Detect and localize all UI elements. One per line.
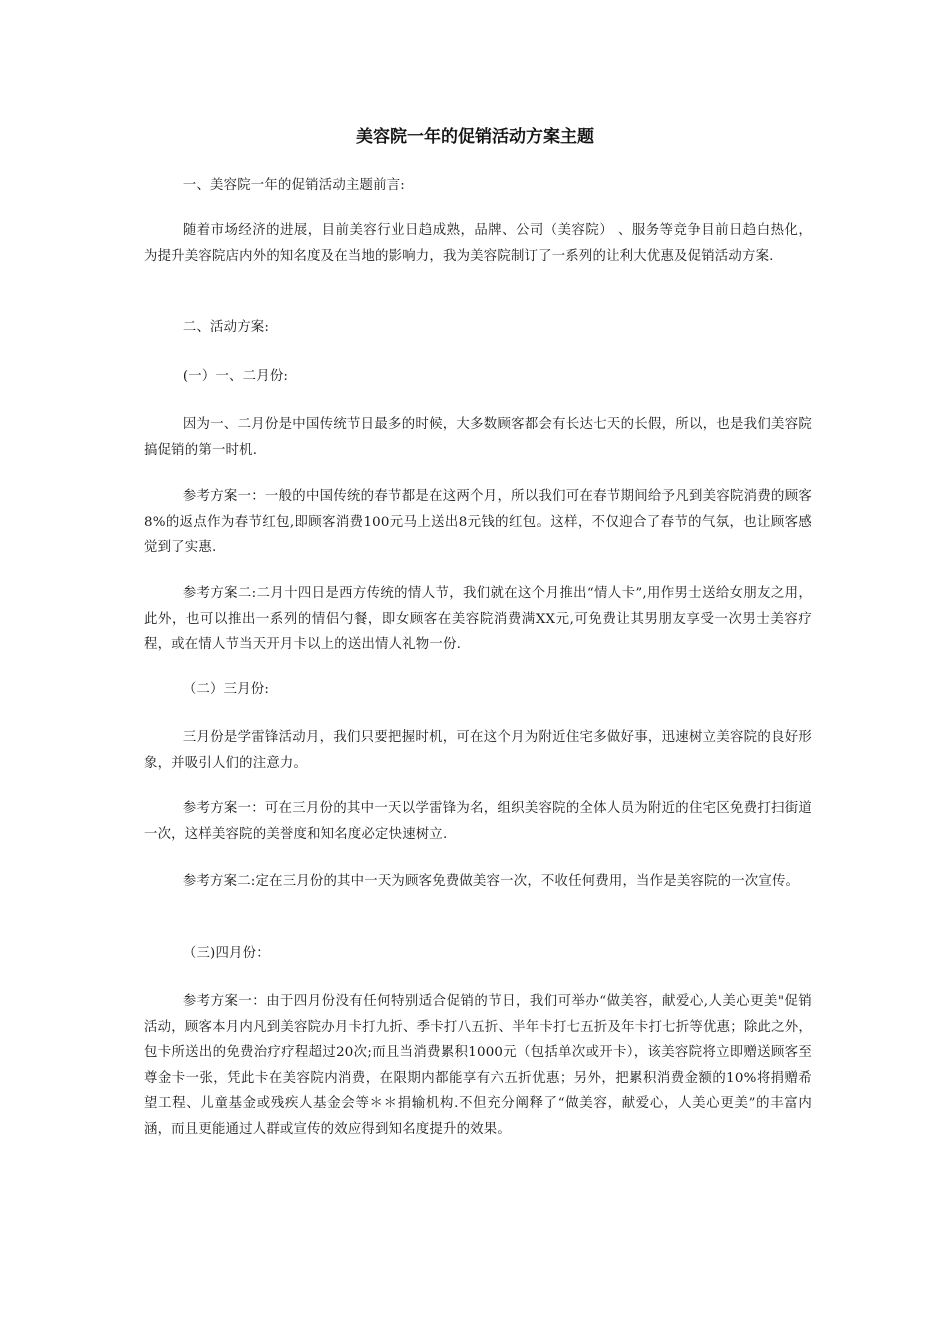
- preface-paragraph: 随着市场经济的进展，目前美容行业日趋成熟，品牌、公司（美容院） 、服务等竞争目前日趋白热化，为提升美容院店内外的知名度及在当地的影响力，我为美容院制订了一系列的让利大优惠及促销活动方案.: [144, 223, 812, 264]
- subsection-heading-april: （三)四月份：: [182, 946, 270, 961]
- document-title: 美容院一年的促销活动方案主题: [356, 127, 594, 147]
- march-plan-one: 参考方案一：可在三月份的其中一天以学雷锋为名，组织美容院的全体人员为附近的住宅区免费打扫街道一次，这样美容院的美誉度和知名度必定快速树立.: [144, 801, 812, 842]
- jan-feb-paragraph: 因为一、二月份是中国传统节日最多的时候，大多数顾客都会有长达七天的长假，所以，也是我们美容院搞促销的第一时机.: [144, 417, 812, 458]
- march-paragraph: 三月份是学雷锋活动月，我们只要把握时机，可在这个月为附近住宅多做好事，迅速树立美容院的良好形象，并吸引人们的注意力。: [144, 730, 812, 771]
- april-plan-one: 参考方案一：由于四月份没有任何特别适合促销的节日，我们可举办“做美容，献爱心,人美心更美"促销活动，顾客本月内凡到美容院办月卡打九折、季卡打八五折、半年卡打七五折及年卡打七折等优惠；除此之外，包卡所送出的免费治疗疗程超过20次;而且当消费累积1000元（包括单次或开卡），该美容院将立即赠送顾客至尊金卡一张，凭此卡在美容院内消费，在限期内都能享有六五折优惠；另外，把累积消费金额的10%将捐赠希望工程、儿童基金或残疾人基金会等＊＊捐输机构.不但充分阐释了“做美容，献爱心，人美心更美”的丰富内涵，而且更能通过人群或宣传的效应得到知名度提升的效果。: [144, 994, 812, 1137]
- section-heading-preface: 一、美容院一年的促销活动主题前言:: [182, 178, 406, 193]
- section-heading-plan: 二、活动方案:: [182, 320, 270, 335]
- subsection-heading-jan-feb: (一）一、二月份:: [182, 369, 289, 384]
- march-plan-two: 参考方案二:定在三月份的其中一天为顾客免费做美容一次，不收任何费用，当作是美容院的一次宣传。: [182, 874, 800, 889]
- jan-feb-plan-one: 参考方案一：一般的中国传统的春节都是在这两个月，所以我们可在春节期间给予凡到美容院消费的顾客8%的返点作为春节红包,即顾客消费100元马上送出8元钱的红包。这样，不仅迎合了春节的气氛，也让顾客感觉到了实惠.: [144, 489, 812, 555]
- jan-feb-plan-two: 参考方案二:二月十四日是西方传统的情人节，我们就在这个月推出“情人卡”,用作男士送给女朋友之用，此外，也可以推出一系列的情侣勺餐，即女顾客在美容院消费满XX元,可免费让其男朋友享受一次男士美容疗程，或在情人节当天开月卡以上的送出情人礼物一份.: [144, 586, 812, 652]
- subsection-heading-march: （二）三月份:: [182, 682, 270, 697]
